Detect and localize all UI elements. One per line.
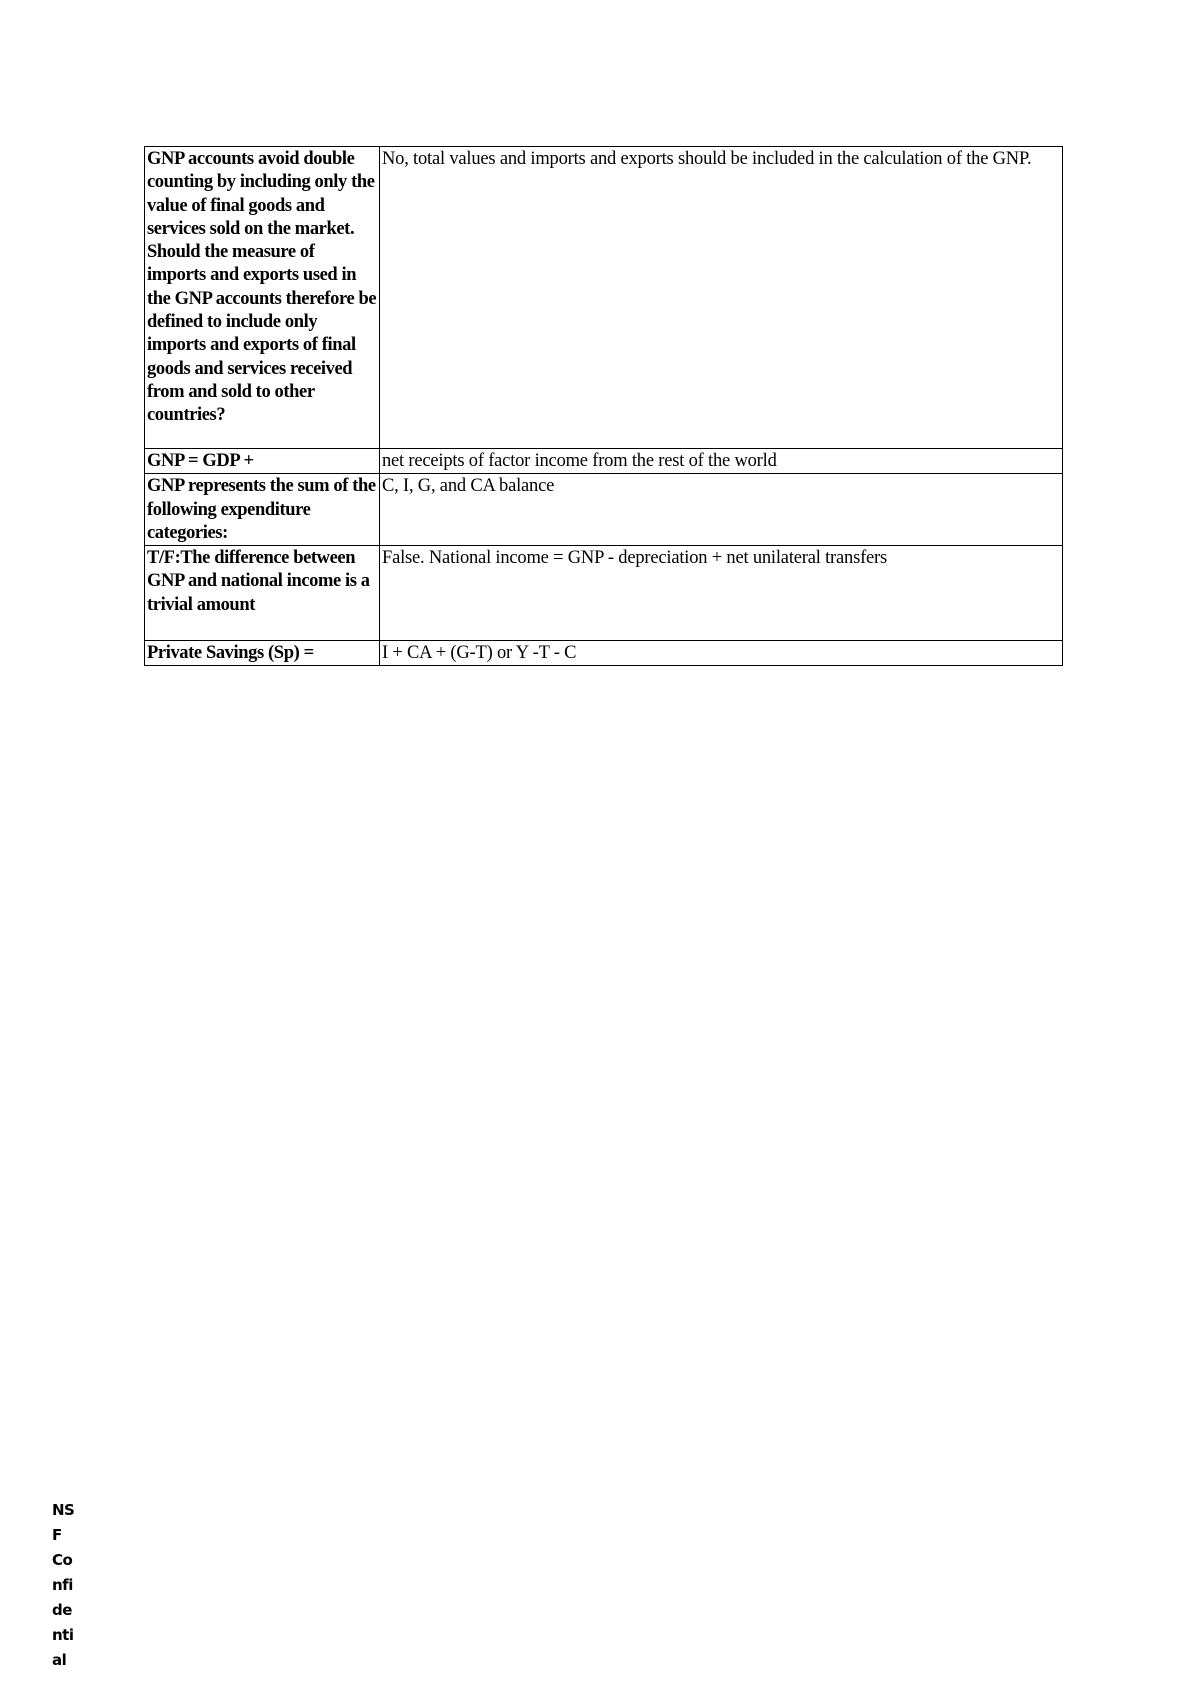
- answer-cell: C, I, G, and CA balance: [380, 474, 1063, 546]
- table-row: [145, 449, 1063, 474]
- footer-line: nfi: [52, 1576, 73, 1594]
- question-cell: Private Savings (Sp) =: [145, 641, 380, 666]
- question-cell: GNP accounts avoid double counting by including only the value of final goods and services sold on the market. Should the measure of imports and exports used in the GNP accounts therefore be defined to include only imports and exports of final goods and services received from and sold to other countries?: [145, 147, 380, 449]
- footer-line: al: [52, 1651, 67, 1669]
- footer-line: NS: [52, 1501, 75, 1519]
- footer-line: F: [52, 1526, 62, 1544]
- footer-line: nti: [52, 1626, 74, 1644]
- footer-line: de: [52, 1601, 72, 1619]
- table-row: [145, 641, 1063, 666]
- answer-cell: I + CA + (G-T) or Y -T - C: [380, 641, 1063, 666]
- answer-cell: No, total values and imports and exports should be included in the calculation of the GNP.: [380, 147, 1063, 449]
- answer-cell: net receipts of factor income from the rest of the world: [380, 449, 1063, 474]
- table-row: [145, 474, 1063, 546]
- question-cell: GNP = GDP +: [145, 449, 380, 474]
- qa-table: [144, 146, 1063, 666]
- answer-cell: False. National income = GNP - depreciation + net unilateral transfers: [380, 546, 1063, 641]
- table-row: [145, 546, 1063, 641]
- confidential-footer: [52, 1498, 82, 1673]
- footer-line: Co: [52, 1551, 73, 1569]
- question-cell: T/F:The difference between GNP and national income is a trivial amount: [145, 546, 380, 641]
- question-cell: GNP represents the sum of the following expenditure categories:: [145, 474, 380, 546]
- table-row: [145, 147, 1063, 449]
